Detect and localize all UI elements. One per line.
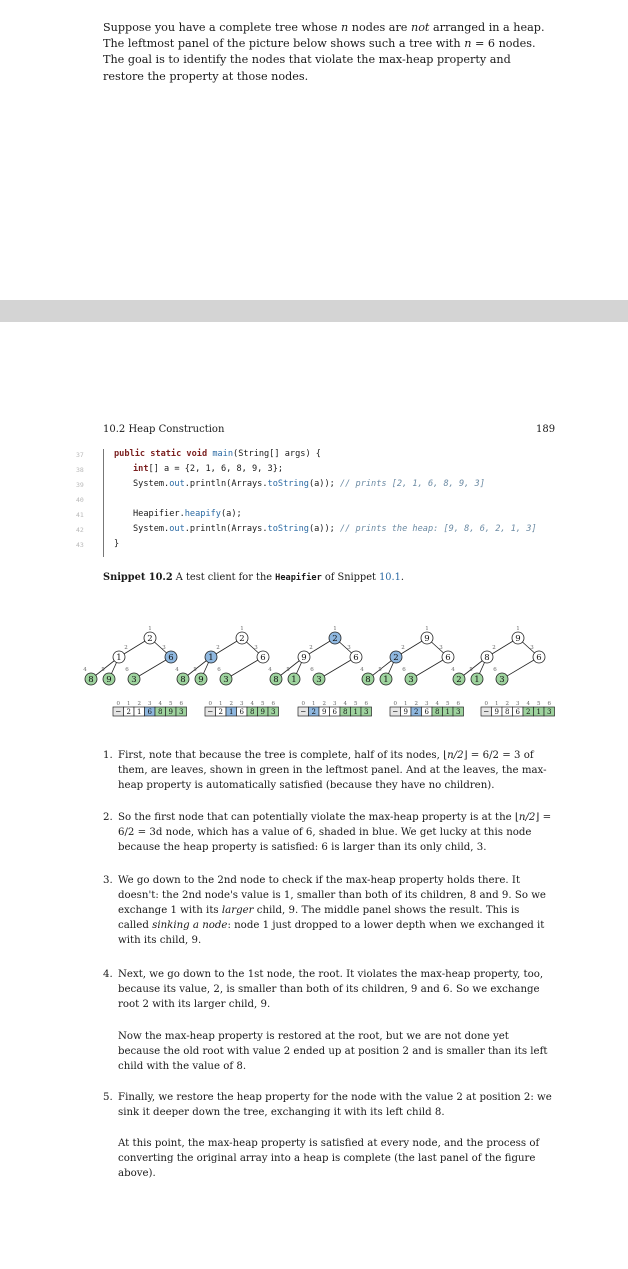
array-index-label: 5 — [354, 701, 358, 707]
tree-node-value: 9 — [515, 634, 521, 644]
position-label: 1 — [240, 626, 244, 632]
array-index-label: 4 — [435, 701, 439, 707]
tree-node-value: 3 — [316, 675, 322, 685]
intro-paragraph: Suppose you have a complete tree whose n nodes are not arranged in a heap. The leftmost panel of the picture below shows such a tree with n = 6 nodes. The goal is to identify the nodes that violate the max-heap property and restore the property at those nodes. — [103, 21, 545, 83]
line-number: 37 — [76, 451, 84, 459]
code-line: 38 int[] a = {2, 1, 6, 8, 9, 3}; — [76, 464, 284, 474]
position-label: 5 — [193, 667, 197, 673]
position-label: 3 — [530, 645, 534, 651]
array-index-label: 1 — [404, 701, 408, 707]
position-label: 2 — [492, 645, 496, 651]
array-cell-value: 9 — [260, 708, 265, 716]
array-cell-value: 3 — [456, 708, 461, 716]
array-index-label: 5 — [537, 701, 541, 707]
tree-node-value: 8 — [180, 675, 186, 685]
tree-node-value: 8 — [365, 675, 371, 685]
array-index-label: 3 — [240, 701, 244, 707]
code-line: 41 Heapifier.heapify(a); — [76, 509, 242, 519]
tree-edge — [226, 657, 263, 679]
position-label: 2 — [309, 645, 313, 651]
array-index-label: 6 — [271, 701, 275, 707]
tree-node-value: 6 — [353, 653, 359, 663]
tree-edge — [319, 657, 356, 679]
page-separator — [0, 300, 628, 322]
array-index-label: 3 — [425, 701, 429, 707]
array-cell-value: 9 — [168, 708, 173, 716]
tree-node-value: 2 — [239, 634, 245, 644]
page-top — [0, 0, 628, 300]
array-index-label: 1 — [495, 701, 499, 707]
position-label: 5 — [378, 667, 382, 673]
position-label: 6 — [402, 667, 406, 673]
position-label: 6 — [125, 667, 129, 673]
array-index-label: 3 — [516, 701, 520, 707]
heap-figure — [0, 620, 628, 720]
array-cell-value: 8 — [343, 708, 348, 716]
tree-node-value: 9 — [301, 653, 307, 663]
position-label: 1 — [425, 626, 429, 632]
tree-node-value: 2 — [332, 634, 338, 644]
array-index-label: 6 — [364, 701, 368, 707]
array-cell-value: 1 — [137, 708, 142, 716]
array-index-label: 2 — [414, 701, 418, 707]
tree-edge — [134, 657, 171, 679]
array-index-label: 2 — [137, 701, 141, 707]
running-header-section: 10.2 Heap Construction — [103, 424, 225, 435]
array-index-label: 6 — [179, 701, 183, 707]
tree-node-value: 3 — [499, 675, 505, 685]
position-label: 1 — [148, 626, 152, 632]
array-index-label: 4 — [250, 701, 254, 707]
code-line — [0, 494, 628, 506]
array-index-label: 0 — [208, 701, 212, 707]
line-number: 43 — [76, 541, 84, 549]
position-label: 4 — [451, 667, 455, 673]
array-cell-value: 8 — [250, 708, 255, 716]
array-index-label: 4 — [343, 701, 347, 707]
position-label: 5 — [101, 667, 105, 673]
array-index-label: 0 — [116, 701, 120, 707]
line-number: 40 — [76, 496, 84, 504]
position-label: 6 — [310, 667, 314, 673]
code-line: 43 } — [76, 539, 120, 549]
position-label: 1 — [516, 626, 520, 632]
array-index-label: 6 — [547, 701, 551, 707]
array-index-label: 0 — [301, 701, 305, 707]
tree-node-value: 1 — [208, 653, 214, 663]
array-cell-value: 3 — [179, 708, 184, 716]
position-label: 3 — [439, 645, 443, 651]
position-label: 4 — [360, 667, 364, 673]
array-cell-value: 1 — [536, 708, 541, 716]
array-cell-value: 1 — [445, 708, 450, 716]
tree-edge — [411, 657, 448, 679]
array-cell-value: 8 — [158, 708, 163, 716]
tree-node-value: 6 — [445, 653, 451, 663]
tree-node-value: 3 — [408, 675, 414, 685]
tree-node-value: 2 — [147, 634, 153, 644]
array-index-label: 6 — [456, 701, 460, 707]
tree-node-value: 8 — [273, 675, 279, 685]
array-cell-value: 2 — [311, 708, 316, 716]
array-index-label: 2 — [505, 701, 509, 707]
line-number: 39 — [76, 481, 84, 489]
code-line: 37 public static void main(String[] args) { — [76, 449, 321, 459]
position-label: 4 — [83, 667, 87, 673]
array-cell-value: 6 — [239, 708, 244, 716]
tree-node-value: 6 — [260, 653, 266, 663]
array-cell-value: 6 — [424, 708, 429, 716]
position-label: 4 — [268, 667, 272, 673]
array-index-label: 5 — [446, 701, 450, 707]
array-cell-value: 9 — [494, 708, 499, 716]
tree-node-value: 1 — [474, 675, 480, 685]
position-label: 1 — [333, 626, 337, 632]
line-number: 38 — [76, 466, 84, 474]
tree-node-value: 9 — [424, 634, 430, 644]
array-index-label: 1 — [312, 701, 316, 707]
array-index-label: 4 — [526, 701, 530, 707]
tree-node-value: 1 — [291, 675, 297, 685]
position-label: 5 — [469, 667, 473, 673]
array-cell-value: 6 — [515, 708, 520, 716]
array-index-label: 5 — [169, 701, 173, 707]
array-cell-value: 2 — [218, 708, 223, 716]
array-index-label: 5 — [261, 701, 265, 707]
tree-edge — [502, 657, 539, 679]
array-index-label: 3 — [333, 701, 337, 707]
array-cell-value: 2 — [126, 708, 131, 716]
array-cell-value: 8 — [435, 708, 440, 716]
line-number: 41 — [76, 511, 84, 519]
position-label: 3 — [162, 645, 166, 651]
position-label: 2 — [216, 645, 220, 651]
array-cell-value: 3 — [364, 708, 369, 716]
tree-node-value: 8 — [88, 675, 94, 685]
snippet-caption: Snippet 10.2 A test client for the Heapifier of Snippet 10.1. — [103, 572, 405, 583]
snippet-reference-link[interactable]: 10.1 — [379, 572, 401, 583]
line-number: 42 — [76, 526, 84, 534]
array-index-label: 0 — [393, 701, 397, 707]
tree-node-value: 6 — [168, 653, 174, 663]
position-label: 3 — [254, 645, 258, 651]
position-label: 4 — [175, 667, 179, 673]
tree-node-value: 1 — [116, 653, 122, 663]
position-label: 3 — [347, 645, 351, 651]
tree-node-value: 3 — [131, 675, 137, 685]
array-index-label: 2 — [322, 701, 326, 707]
page-number: 189 — [536, 424, 556, 435]
array-index-label: 3 — [148, 701, 152, 707]
tree-node-value: 3 — [223, 675, 229, 685]
position-label: 6 — [217, 667, 221, 673]
array-cell-value: 6 — [332, 708, 337, 716]
array-cell-value: 1 — [353, 708, 358, 716]
tree-node-value: 6 — [536, 653, 542, 663]
array-index-label: 4 — [158, 701, 162, 707]
array-index-label: 1 — [127, 701, 131, 707]
array-cell-value: 2 — [414, 708, 419, 716]
array-cell-value: 3 — [547, 708, 552, 716]
tree-node-value: 9 — [106, 675, 112, 685]
array-index-label: 2 — [229, 701, 233, 707]
array-cell-value: 6 — [147, 708, 152, 716]
tree-node-value: 2 — [393, 653, 399, 663]
tree-node-value: 1 — [383, 675, 389, 685]
array-cell-value: 3 — [271, 708, 276, 716]
position-label: 6 — [493, 667, 497, 673]
array-index-label: 0 — [484, 701, 488, 707]
array-index-label: 1 — [219, 701, 223, 707]
code-line: 42 System.out.println(Arrays.toString(a)); // prints the heap: [9, 8, 6, 2, 1, 3] — [76, 524, 537, 534]
tree-node-value: 9 — [198, 675, 204, 685]
array-cell-value: 9 — [403, 708, 408, 716]
array-cell-value: 9 — [322, 708, 327, 716]
position-label: 2 — [401, 645, 405, 651]
tree-node-value: 8 — [484, 653, 490, 663]
array-cell-value: 8 — [505, 708, 510, 716]
code-line: 39 System.out.println(Arrays.toString(a)); // prints [2, 1, 6, 8, 9, 3] — [76, 479, 485, 489]
array-cell-value: 1 — [229, 708, 234, 716]
position-label: 2 — [124, 645, 128, 651]
position-label: 5 — [286, 667, 290, 673]
tree-node-value: 2 — [456, 675, 462, 685]
array-cell-value: 2 — [526, 708, 531, 716]
